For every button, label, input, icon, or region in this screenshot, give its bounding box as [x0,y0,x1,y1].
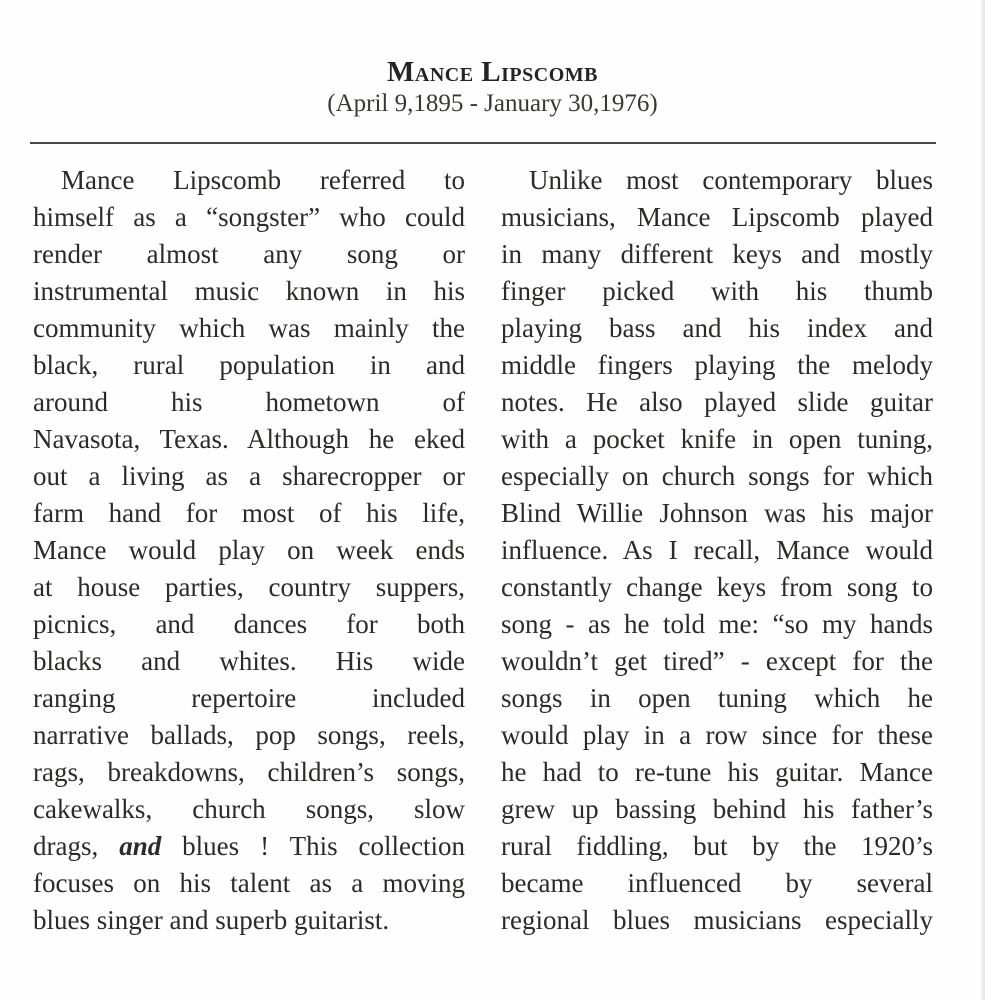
text-fragment: drags, [33,831,120,861]
emphasized-word: and [119,831,162,861]
text-line: middle fingers playing the melody [501,350,933,380]
text-line: Blind Willie Johnson was his major [501,498,933,528]
text-line: rural fiddling, but by the 1920’s [501,831,933,861]
right-column [501,162,933,939]
text-line: influence. As I recall, Mance would [501,535,933,565]
text-line: would play in a row since for these [501,720,933,750]
text-line: especially on church songs for which [501,461,933,491]
page-title: Mance Lipscomb [387,56,598,88]
text-line: Unlike most contemporary blues [529,165,933,195]
text-line: black, rural population in and [33,350,465,380]
text-line: notes. He also played slide guitar [501,387,933,417]
text-line: finger picked with his thumb [501,276,933,306]
text-line: ranging repertoire included [33,683,465,713]
text-line: grew up bassing behind his father’s [501,794,933,824]
left-column [33,162,465,939]
text-line: constantly change keys from song to [501,572,933,602]
text-line: regional blues musicians especially [501,905,933,935]
text-line: with a pocket knife in open tuning, [501,424,933,454]
text-line: rags, breakdowns, children’s songs, [33,757,465,787]
text-line: became influenced by several [501,868,933,898]
text-line: picnics, and dances for both [33,609,465,639]
text-line: farm hand for most of his life, [33,498,465,528]
text-line: himself as a “songster” who could [33,202,465,232]
text-line: Navasota, Texas. Although he eked [33,424,465,454]
text-line: songs in open tuning which he [501,683,933,713]
text-line: musicians, Mance Lipscomb played [501,202,933,232]
text-line-emphasis [33,828,465,865]
text-line: in many different keys and mostly [501,239,933,269]
page-edge [981,0,985,1000]
text-line: focuses on his talent as a moving [33,868,465,898]
life-dates: (April 9,1895 - January 30,1976) [327,90,658,117]
text-line: Mance Lipscomb referred to [61,165,465,195]
text-line: he had to re-tune his guitar. Mance [501,757,933,787]
text-line: blues singer and superb guitarist. [33,905,390,935]
text-line: at house parties, country suppers, [33,572,465,602]
text-line: playing bass and his index and [501,313,933,343]
text-line: around his hometown of [33,387,465,417]
text-line: instrumental music known in his [33,276,465,306]
text-line: blacks and whites. His wide [33,646,465,676]
header-divider [30,142,936,144]
text-line: Mance would play on week ends [33,535,465,565]
text-line: community which was mainly the [33,313,465,343]
text-line: render almost any song or [33,239,465,269]
text-line: narrative ballads, pop songs, reels, [33,720,465,750]
text-line: wouldn’t get tired” - except for the [501,646,933,676]
text-line: out a living as a sharecropper or [33,461,465,491]
text-line: cakewalks, church songs, slow [33,794,465,824]
text-line: song - as he told me: “so my hands [501,609,933,639]
text-fragment: blues ! This collection [161,831,465,861]
